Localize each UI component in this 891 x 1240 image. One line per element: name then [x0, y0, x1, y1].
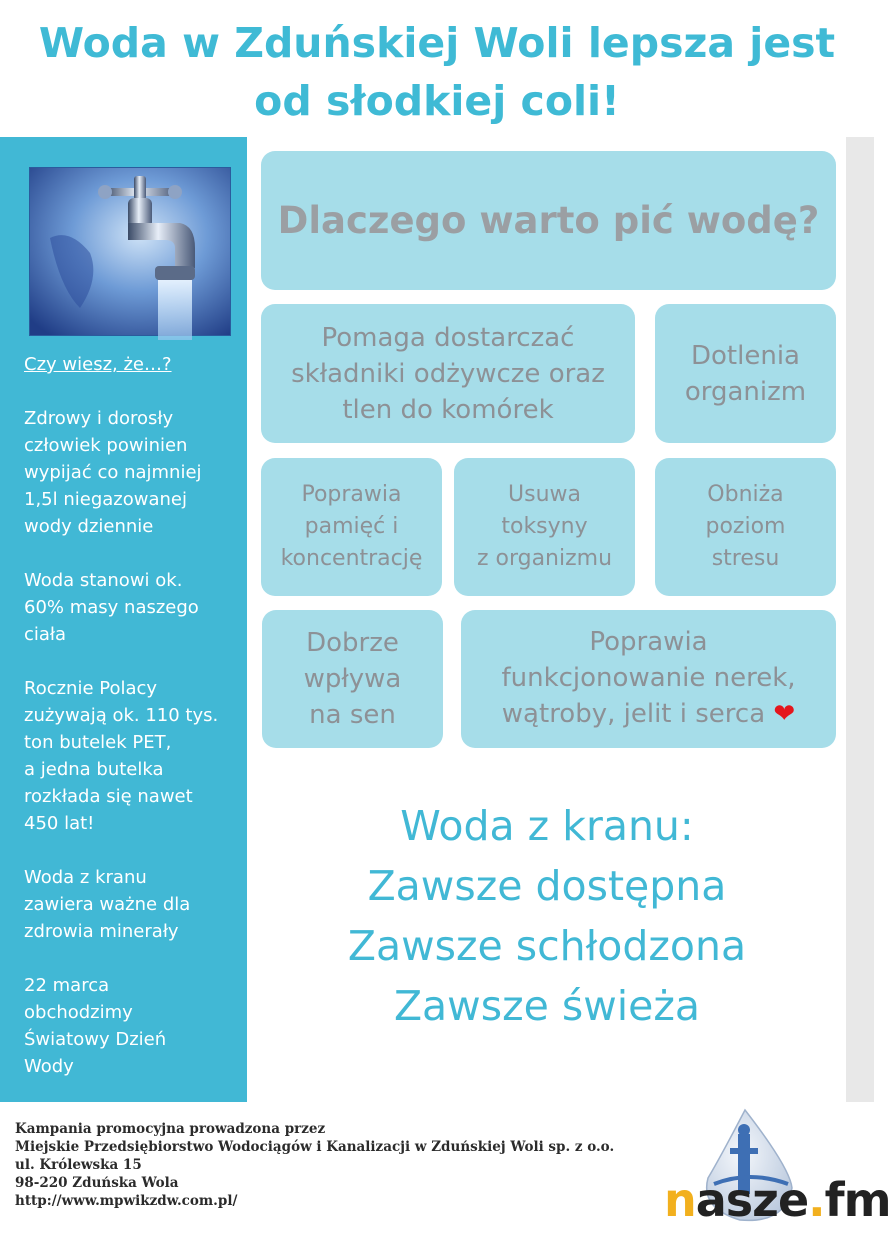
tap-water-slogan	[248, 796, 846, 1036]
benefit-organs	[461, 610, 836, 748]
fact-item: Woda stanowi ok. 60% masy naszego ciała	[24, 570, 199, 645]
footer-postal: 98-220 Zduńska Wola	[15, 1175, 179, 1191]
footer-line: Kampania promocyjna prowadzona przez	[15, 1121, 326, 1137]
footer-company: Miejskie Przedsiębiorstwo Wodociągów i Kanalizacji w Zduńskiej Woli sp. z o.o.	[15, 1139, 615, 1155]
brand-asze: asze	[695, 1173, 809, 1227]
title-line-2: od słodkiej coli!	[254, 77, 620, 125]
footer-website-link[interactable]: http://www.mpwikzdw.com.pl/	[15, 1193, 238, 1209]
benefit-stress: Obniża poziom stresu	[655, 458, 836, 596]
fact-item: Woda z kranu zawiera ważne dla zdrowia minerały	[24, 867, 191, 942]
footer-info	[15, 1120, 635, 1210]
page-title	[0, 14, 874, 130]
benefit-oxygen: Dotlenia organizm	[655, 304, 836, 443]
heart-icon: ❤	[773, 699, 796, 729]
benefit-memory: Poprawia pamięć i koncentrację	[261, 458, 442, 596]
slogan-line: Zawsze dostępna	[367, 862, 727, 910]
sidebar	[0, 137, 247, 1102]
why-drink-water-heading: Dlaczego warto pić wodę?	[261, 151, 836, 290]
facts-column	[24, 351, 238, 1107]
title-line-1: Woda w Zduńskiej Woli lepsza jest	[38, 19, 836, 67]
benefit-organs-line-3: wątroby, jelit i serca	[501, 699, 766, 729]
footer-address: ul. Królewska 15	[15, 1157, 142, 1173]
fact-item: Rocznie Polacy zużywają ok. 110 tys. ton butelek PET, a jedna butelka rozkłada się nawet 450 lat!	[24, 678, 219, 834]
benefit-nutrients: Pomaga dostarczać składniki odżywcze oraz tlen do komórek	[261, 304, 635, 443]
benefit-organs-line-2: funkcjonowanie nerek,	[501, 663, 796, 693]
slogan-line: Zawsze świeża	[393, 982, 701, 1030]
right-margin-strip	[846, 137, 874, 1102]
benefit-organs-line-1: Poprawia	[589, 627, 708, 657]
facts-heading: Czy wiesz, że…?	[24, 354, 172, 375]
slogan-line: Zawsze schłodzona	[347, 922, 747, 970]
fact-item: 22 marca obchodzimy Światowy Dzień Wody	[24, 975, 167, 1077]
brand-dot: .	[808, 1173, 825, 1227]
benefit-organs-line-3-wrap	[469, 696, 828, 732]
brand-fm: fm	[824, 1173, 891, 1227]
water-faucet-image	[29, 167, 231, 336]
benefit-sleep: Dobrze wpływa na sen	[262, 610, 443, 748]
brand-n: n	[664, 1173, 696, 1227]
slogan-line: Woda z kranu:	[400, 802, 694, 850]
fact-item: Zdrowy i dorosły człowiek powinien wypijać co najmniej 1,5l niegazowanej wody dziennie	[24, 408, 202, 537]
benefit-toxins: Usuwa toksyny z organizmu	[454, 458, 635, 596]
naszefm-watermark	[664, 1172, 891, 1228]
